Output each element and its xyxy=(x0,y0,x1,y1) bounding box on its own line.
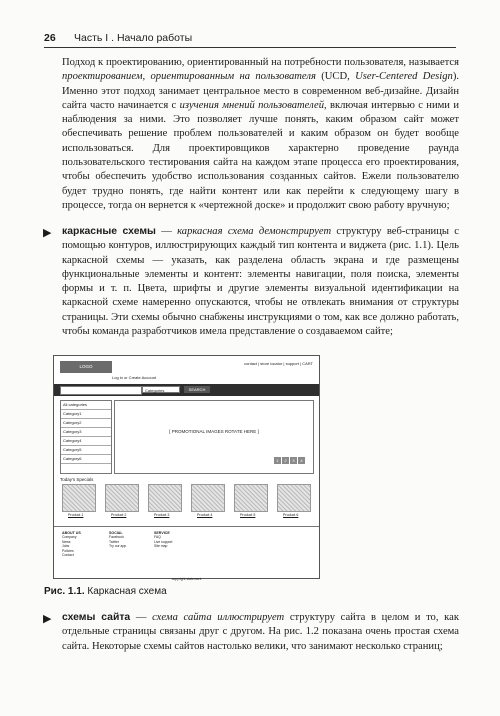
wf-footer xyxy=(54,526,319,581)
wf-copyright: copyright statement xyxy=(171,577,202,581)
sitemap-paragraph: схемы сайта — схема сайта иллюстрирует структуру сайта в целом и то, как отдельные страницы связаны друг с другом. На рис. 1.2 показана очень простая схема сайта. Некоторые схемы сайтов настолько велики, что занимают несколько страниц; xyxy=(62,612,459,652)
wf-category: Category6 xyxy=(61,455,111,464)
wf-category: Category4 xyxy=(61,437,111,446)
wf-product-image xyxy=(62,484,96,512)
intro-paragraph: Подход к проектированию, ориентированный на потребности пользователя, называется проектированием, ориентированным на пользователя (UCD, User-Centered Design). Именно этот подход занимает центральное место в современном веб-дизайне. Дизайн сайта часто начинается с изучения мнений пользователей, включая интервью с ними и наблюдения за ними. Это позволяет лучше понять, каким образом сайт может обеспечивать решение проблем пользователей и каким образом он будет вообще использоваться. Для проектировщиков характерно проведение раунда пользовательского тестирования сайта на каждом этапе процесса его проектирования, чтобы обеспечить удобство использования созданных сайтов. Ежели пользователю будет трудно понять, где найти контент или как перейти к следующему шагу в процессе, тогда он вернется к «чертежной доске» и продолжит свою работу вручную; xyxy=(62,57,460,211)
wireframe-figure xyxy=(53,355,320,579)
wf-product-image xyxy=(105,484,139,512)
page-number: 26 xyxy=(44,32,56,44)
wf-product-image xyxy=(277,484,311,512)
wf-product-label: Product 1 xyxy=(68,513,84,517)
wf-promo-area xyxy=(114,400,314,474)
wf-footer-col: SERVICE FAQ Live support Site map xyxy=(154,531,173,549)
wf-footer-col: ABOUT US Company News Jobs Policies Contact xyxy=(62,531,81,558)
wf-category: Category1 xyxy=(61,410,111,419)
wf-product-image xyxy=(148,484,182,512)
bullet-marker: ▶ xyxy=(43,613,52,625)
wf-search-button: SEARCH xyxy=(184,386,210,393)
wf-category-select: Categories xyxy=(142,386,180,393)
wf-product-label: Product 4 xyxy=(197,513,213,517)
wf-logo: LOGO xyxy=(60,361,112,373)
wf-footer-col: SOCIAL Facebook Twitter Try our app xyxy=(109,531,127,549)
wf-product-image xyxy=(234,484,268,512)
wf-specials-title: Today's Specials xyxy=(60,477,94,482)
wf-product-image xyxy=(191,484,225,512)
wf-search-input xyxy=(60,386,142,395)
wf-category: Category3 xyxy=(61,428,111,437)
wf-pager-dot: 4 xyxy=(298,457,305,464)
bullet-marker: ▶ xyxy=(43,227,52,239)
figure-caption: Рис. 1.1. Каркасная схема xyxy=(44,586,167,597)
chapter-title: Часть I . Начало работы xyxy=(74,32,193,44)
wf-pager-dot: 3 xyxy=(290,457,297,464)
wf-category-list xyxy=(60,400,112,474)
wf-promo-text: [ PROMOTIONAL IMAGES ROTATE HERE ] xyxy=(169,429,259,434)
wf-category: Category5 xyxy=(61,446,111,455)
wf-login: Log in or Create Account xyxy=(112,375,157,380)
wf-product-label: Product 2 xyxy=(111,513,127,517)
wf-top-links: contact | store locator | support | CART xyxy=(244,361,313,366)
running-header xyxy=(44,31,456,48)
wf-pager-dot: 2 xyxy=(282,457,289,464)
wf-pager xyxy=(273,449,305,467)
wf-product-label: Product 6 xyxy=(283,513,299,517)
wf-category: Category2 xyxy=(61,419,111,428)
wf-pager-dot: 1 xyxy=(274,457,281,464)
wf-product-label: Product 5 xyxy=(240,513,256,517)
wf-category: All categories xyxy=(61,401,111,410)
wireframe-paragraph: каркасные схемы — каркасная схема демонстрирует структуру веб-страницы с помощью контуров, иллюстрирующих каждый тип контента и виджета (рис. 1.1). Цель каркасной схемы — указать, как разделена область экрана и где размещены функциональные элементы и контент: элементы навигации, поля поиска, элементы формы и т. п. Цвета, шрифты и другие элементы визуальной идентификации на каркасной схеме намеренно опускаются, чтобы не отвлекать внимания от структуры страницы. Эти схемы обычно снабжены инструкциями о том, как все должно работать, чтобы команда разработчиков имела представление о создаваемом сайте; xyxy=(62,226,459,338)
wf-product-label: Product 3 xyxy=(154,513,170,517)
